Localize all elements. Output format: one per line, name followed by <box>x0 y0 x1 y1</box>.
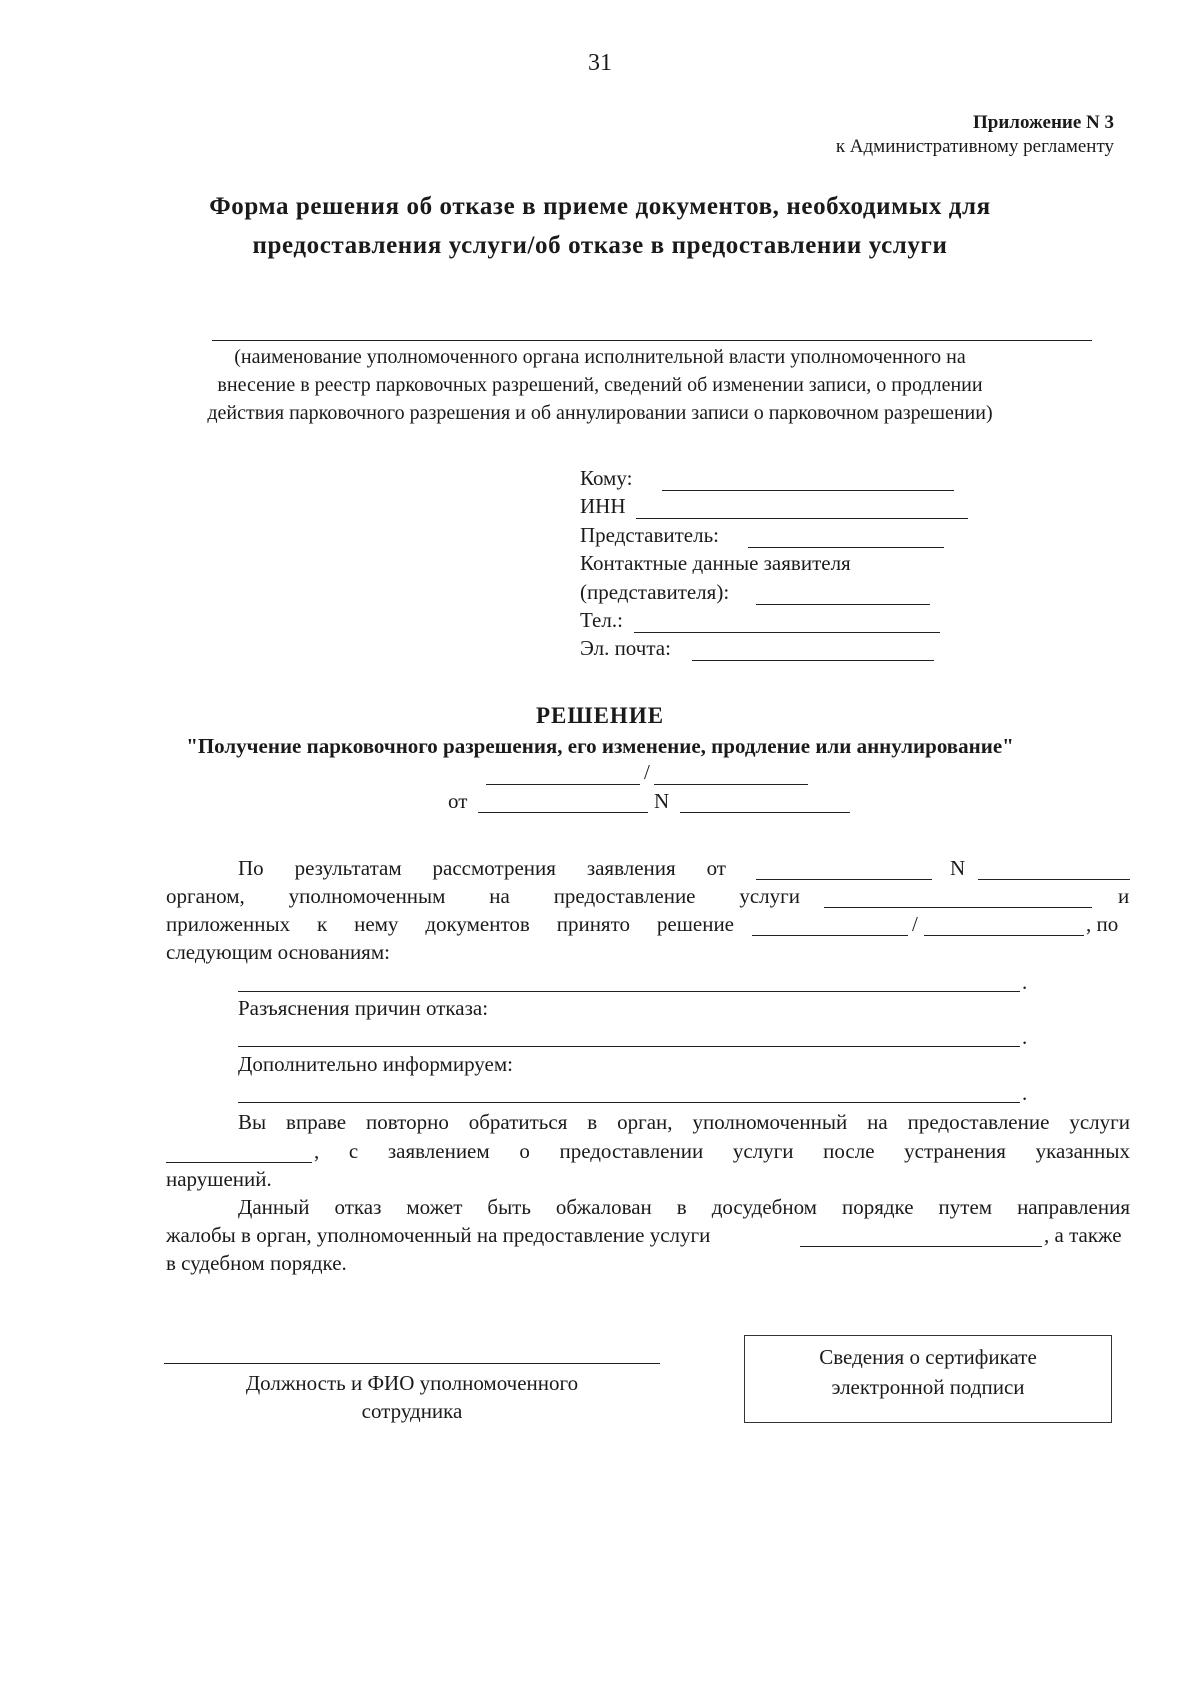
decision-number-field[interactable] <box>680 812 850 813</box>
signature-caption-line1: Должность и ФИО уполномоченного <box>245 1371 579 1395</box>
grounds-field[interactable] <box>238 991 1020 992</box>
p1-line3-slash: / <box>912 912 918 936</box>
certificate-line1: Сведения о сертификате <box>819 1345 1037 1369</box>
p2-line1-text: Вы вправе повторно обратиться в орган, уполномоченный на предоставление услуги <box>238 1110 1130 1134</box>
service-authority-field[interactable] <box>824 907 1092 908</box>
decision-date-field-b[interactable] <box>654 784 808 785</box>
repeat-authority-field[interactable] <box>166 1162 312 1163</box>
form-title-line1: Форма решения об отказе в приеме документов, необходимых для <box>209 193 991 220</box>
appeal-authority-field[interactable] <box>800 1246 1042 1247</box>
recipient-inn-label: ИНН <box>580 494 626 518</box>
decision-slash: / <box>644 760 650 784</box>
appendix-title: Приложение N 3 <box>973 112 1114 133</box>
p3-line3-text: в судебном порядке. <box>166 1251 347 1275</box>
form-title-line2: предоставления услуги/об отказе в предоставлении услуги <box>252 232 948 259</box>
p3-line2-text: жалобы в орган, уполномоченный на предоставление услуги <box>166 1223 711 1247</box>
authority-caption-line3: действия парковочного разрешения и об аннулировании записи о парковочном разрешении) <box>207 402 993 424</box>
signature-field[interactable] <box>164 1363 660 1364</box>
authority-caption-line2: внесение в реестр парковочных разрешений, сведений об изменении записи, о продлении <box>217 374 983 396</box>
decision-subject: "Получение парковочного разрешения, его изменение, продление или аннулирование" <box>186 734 1014 758</box>
recipient-representative-label: Представитель: <box>580 523 720 547</box>
recipient-inn-field[interactable] <box>636 518 968 519</box>
application-date-field[interactable] <box>756 879 932 880</box>
decision-number-label: N <box>654 789 670 813</box>
recipient-phone-label: Тел.: <box>580 608 623 632</box>
decision-heading: РЕШЕНИЕ <box>535 703 665 728</box>
p1-number-label: N <box>950 856 966 880</box>
additional-field[interactable] <box>238 1102 1020 1103</box>
p1-line3-text: приложенных к нему документов принято решение <box>166 912 734 936</box>
recipient-phone-field[interactable] <box>634 632 940 633</box>
reasons-field[interactable] <box>238 1046 1020 1047</box>
p1-line1-text: По результатам рассмотрения заявления от <box>238 856 726 880</box>
decision-field-a[interactable] <box>752 935 908 936</box>
certificate-line2: электронной подписи <box>831 1375 1025 1399</box>
grounds-period: . <box>1022 970 1028 994</box>
recipient-representative-field[interactable] <box>748 547 944 548</box>
p1-line4-text: следующим основаниям: <box>166 940 390 964</box>
p2-line2-text: , с заявлением о предоставлении услуги после устранения указанных <box>314 1139 1130 1163</box>
decision-date-field[interactable] <box>478 812 648 813</box>
decision-from-label: от <box>448 789 468 813</box>
decision-field-b[interactable] <box>924 935 1084 936</box>
recipient-contacts-label: Контактные данные заявителя <box>580 551 851 575</box>
recipient-to-label: Кому: <box>580 466 633 490</box>
signature-caption-line2: сотрудника <box>361 1399 463 1423</box>
application-number-field[interactable] <box>978 879 1130 880</box>
authority-name-field[interactable] <box>212 340 1092 341</box>
reasons-period: . <box>1022 1025 1028 1049</box>
additional-label: Дополнительно информируем: <box>238 1052 513 1076</box>
authority-caption-line1: (наименование уполномоченного органа исполнительной власти уполномоченного на <box>234 346 966 368</box>
p1-line2-and: и <box>1118 884 1130 908</box>
page-number: 31 <box>588 50 612 76</box>
decision-date-field-a[interactable] <box>486 784 640 785</box>
reasons-label: Разъяснения причин отказа: <box>238 996 489 1020</box>
additional-period: . <box>1022 1081 1028 1105</box>
recipient-contacts-label-2: (представителя): <box>580 580 730 604</box>
p1-line2-text: органом, уполномоченным на предоставление услуги <box>166 884 800 908</box>
recipient-to-field[interactable] <box>662 490 954 491</box>
p3-line1-text: Данный отказ может быть обжалован в досудебном порядке путем направления <box>238 1195 1130 1219</box>
appendix-subtitle: к Административному регламенту <box>835 136 1114 157</box>
recipient-email-field[interactable] <box>692 660 934 661</box>
certificate-box <box>744 1335 1112 1423</box>
p1-line3-po: , по <box>1086 912 1119 936</box>
p3-line2-also: , а также <box>1044 1223 1122 1247</box>
p2-line3-text: нарушений. <box>166 1167 272 1191</box>
recipient-email-label: Эл. почта: <box>580 636 671 660</box>
recipient-contacts-field[interactable] <box>756 604 930 605</box>
